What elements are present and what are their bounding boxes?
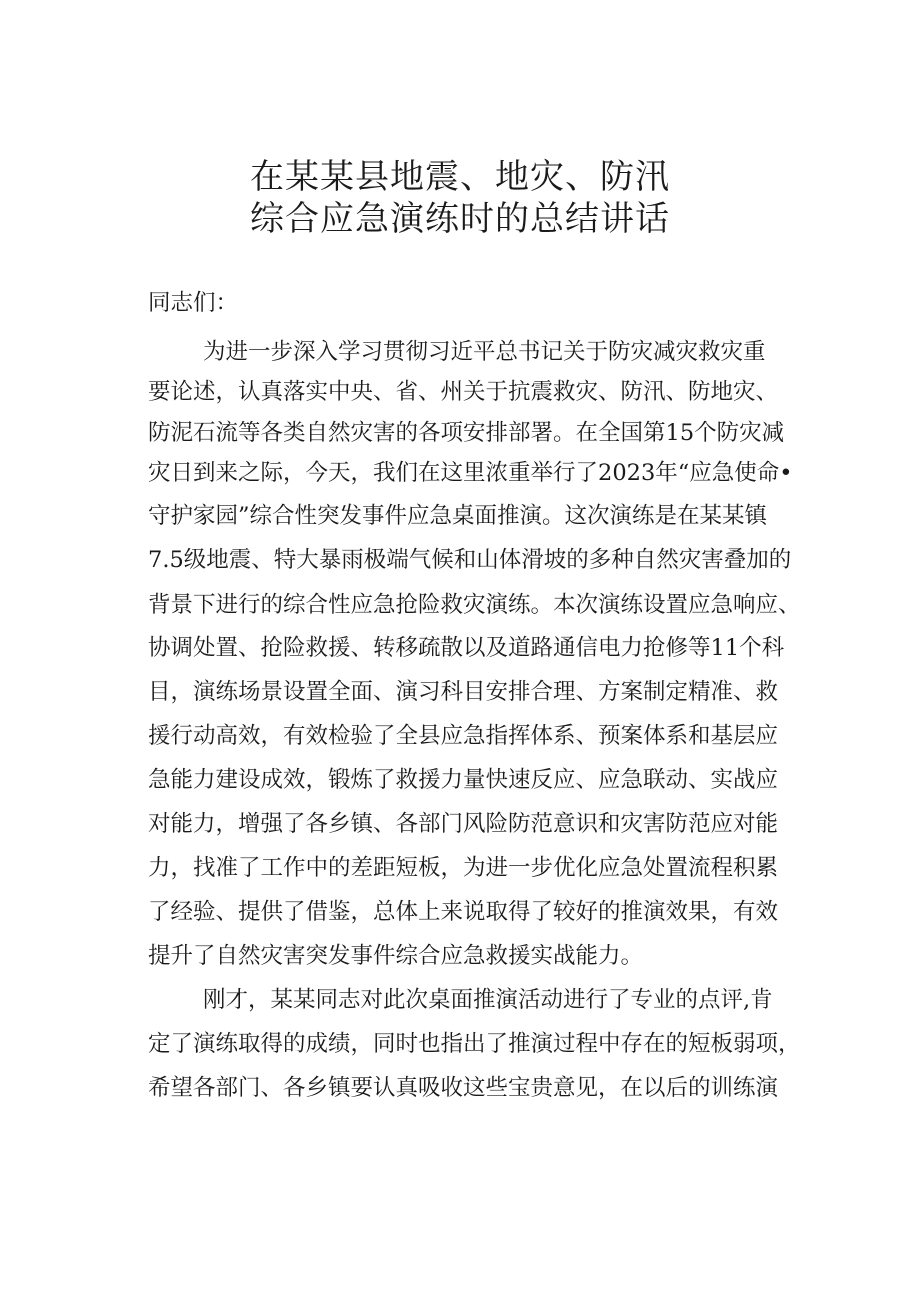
paragraph-line: 急能力建设成效，锻炼了救援力量快速反应、应急联动、实战应: [148, 767, 779, 793]
paragraph-line: 协调处置、抢险救援、转移疏散以及道路通信电力抢修等11个科: [148, 635, 785, 661]
paragraph-line: 定了演练取得的成绩，同时也指出了推演过程中存在的短板弱项，: [148, 1031, 801, 1057]
paragraph-line: 对能力，增强了各乡镇、各部门风险防范意识和灾害防范应对能: [148, 811, 779, 837]
paragraph-line: 守护家园”综合性突发事件应急桌面推演。这次演练是在某某镇: [148, 503, 768, 529]
paragraph-line: 背景下进行的综合性应急抢险救灾演练。本次演练设置应急响应、: [148, 592, 801, 618]
paragraph-line: 援行动高效，有效检验了全县应急指挥体系、预案体系和基层应: [148, 723, 779, 749]
paragraph-line: 要论述，认真落实中央、省、州关于抗震救灾、防汛、防地灾、: [148, 379, 779, 405]
salutation: 同志们：: [148, 290, 239, 316]
document-title-line-1: 在某某县地震、地灾、防汛: [250, 157, 670, 197]
paragraph-line: 了经验、提供了借鉴，总体上来说取得了较好的推演效果，有效: [148, 899, 779, 925]
paragraph-line: 7.5级地震、特大暴雨极端气候和山体滑坡的多种自然灾害叠加的: [148, 547, 792, 573]
paragraph-line: 防泥石流等各类自然灾害的各项安排部署。在全国第15个防灾减: [148, 420, 785, 446]
paragraph-line: 灾日到来之际，今天，我们在这里浓重举行了2023年“应急使命•: [148, 460, 793, 486]
paragraph-line: 提升了自然灾害突发事件综合应急救援实战能力。: [148, 943, 644, 969]
paragraph-line: 刚才，某某同志对此次桌面推演活动进行了专业的点评,肯: [203, 987, 773, 1013]
paragraph-line: 力，找准了工作中的差距短板，为进一步优化应急处置流程积累: [148, 855, 779, 881]
paragraph-line: 希望各部门、各乡镇要认真吸收这些宝贵意见，在以后的训练演: [148, 1075, 779, 1101]
paragraph-line: 目，演练场景设置全面、演习科目安排合理、方案制定精准、救: [148, 679, 779, 705]
paragraph-line: 为进一步深入学习贯彻习近平总书记关于防灾减灾救灾重: [203, 339, 766, 365]
document-title-line-2: 综合应急演练时的总结讲话: [250, 199, 670, 239]
